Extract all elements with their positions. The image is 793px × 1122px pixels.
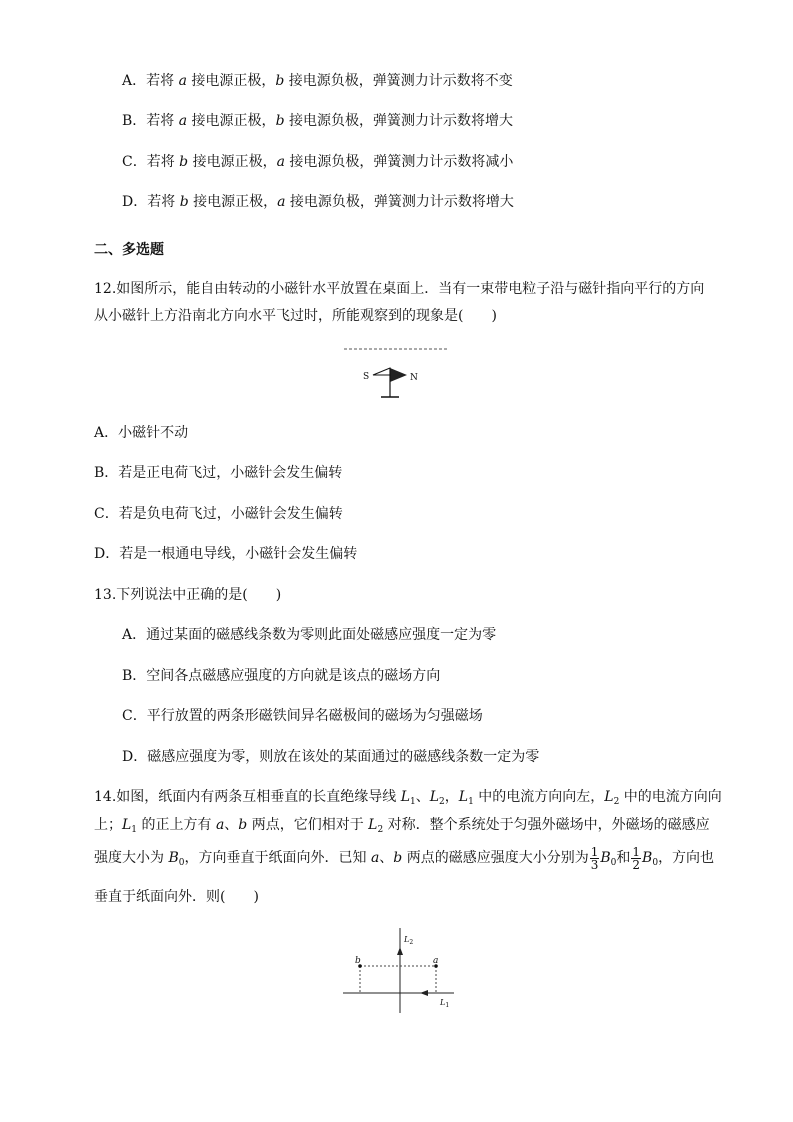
compass-needle-figure [340,340,452,404]
q12-option-d: D．若是一根通电导线，小磁针会发生偏转 [94,546,358,562]
fraction-one-third: $\frac{1}{3}$ [590,844,599,872]
point-a-label: a [433,956,439,966]
q13-option-a: A．通过某面的磁感线条数为零则此面处磁感应强度一定为零 [122,627,497,643]
q11-option-d: D．若将 b 接电源正极，a 接电源负极，弹簧测力计示数将增大 [122,194,514,210]
point-b-label: b [355,956,361,966]
q14-stem-line1: 14.如图，纸面内有两条互相垂直的长直绝缘导线 $L_1$、$L_2$，$L_1$ 中的电流方向向左，$L_2$ 中的电流方向向 [94,789,722,807]
l2-label: $L_2$ [404,935,414,946]
needle-north-half [390,368,407,382]
q11-option-b: B．若将 a 接电源正极，b 接电源负极，弹簧测力计示数将增大 [122,113,513,129]
l2-current-arrow-up [397,947,403,955]
q12-stem-line2: 从小磁针上方沿南北方向水平飞过时，所能观察到的现象是( ) [94,308,497,324]
south-label: S [363,372,370,382]
q13-option-d: D．磁感应强度为零，则放在该处的某面通过的磁感线条数一定为零 [122,749,540,765]
fraction-one-half: $\frac{1}{2}$ [632,844,641,872]
section-heading: 二、多选题 [94,242,164,258]
q12-stem-line1: 12.如图所示，能自由转动的小磁针水平放置在桌面上．当有一束带电粒子沿与磁针指向平行的方向 [94,281,705,297]
q12-option-a: A．小磁针不动 [94,425,189,441]
north-label: N [410,373,418,383]
q13-option-b: B．空间各点磁感应强度的方向就是该点的磁场方向 [122,668,441,684]
q11-option-c: C．若将 b 接电源正极，a 接电源负极，弹簧测力计示数将减小 [122,154,514,170]
q13-stem: 13.下列说法中正确的是( ) [94,587,282,603]
q13-option-c: C．平行放置的两条形磁铁间异名磁极间的磁场为匀强磁场 [122,708,483,724]
q11-option-a: A．若将 a 接电源正极，b 接电源负极，弹簧测力计示数将不变 [122,73,513,89]
q12-option-b: B．若是正电荷飞过，小磁针会发生偏转 [94,465,343,481]
q12-option-c: C．若是负电荷飞过，小磁针会发生偏转 [94,506,343,522]
q14-stem-line2: 上；$L_1$ 的正上方有 a、b 两点，它们相对于 $L_2$ 对称．整个系统处于匀强外磁场中，外磁场的磁感应 [94,817,710,835]
q14-stem-line3: 强度大小为 $B_0$，方向垂直于纸面向外．已知 a、b 两点的磁感应强度大小分别为 $\frac{1}{3}$ $B_0$和 $\frac{1}{2}$ $B_0$，方向也 [94,844,715,872]
needle-south-half [373,368,390,375]
l1-label: $L_1$ [440,998,450,1009]
wire-diagram-figure [338,925,458,1015]
l1-current-arrow-left [420,990,428,996]
q14-stem-line4: 垂直于纸面向外．则( ) [94,889,259,905]
